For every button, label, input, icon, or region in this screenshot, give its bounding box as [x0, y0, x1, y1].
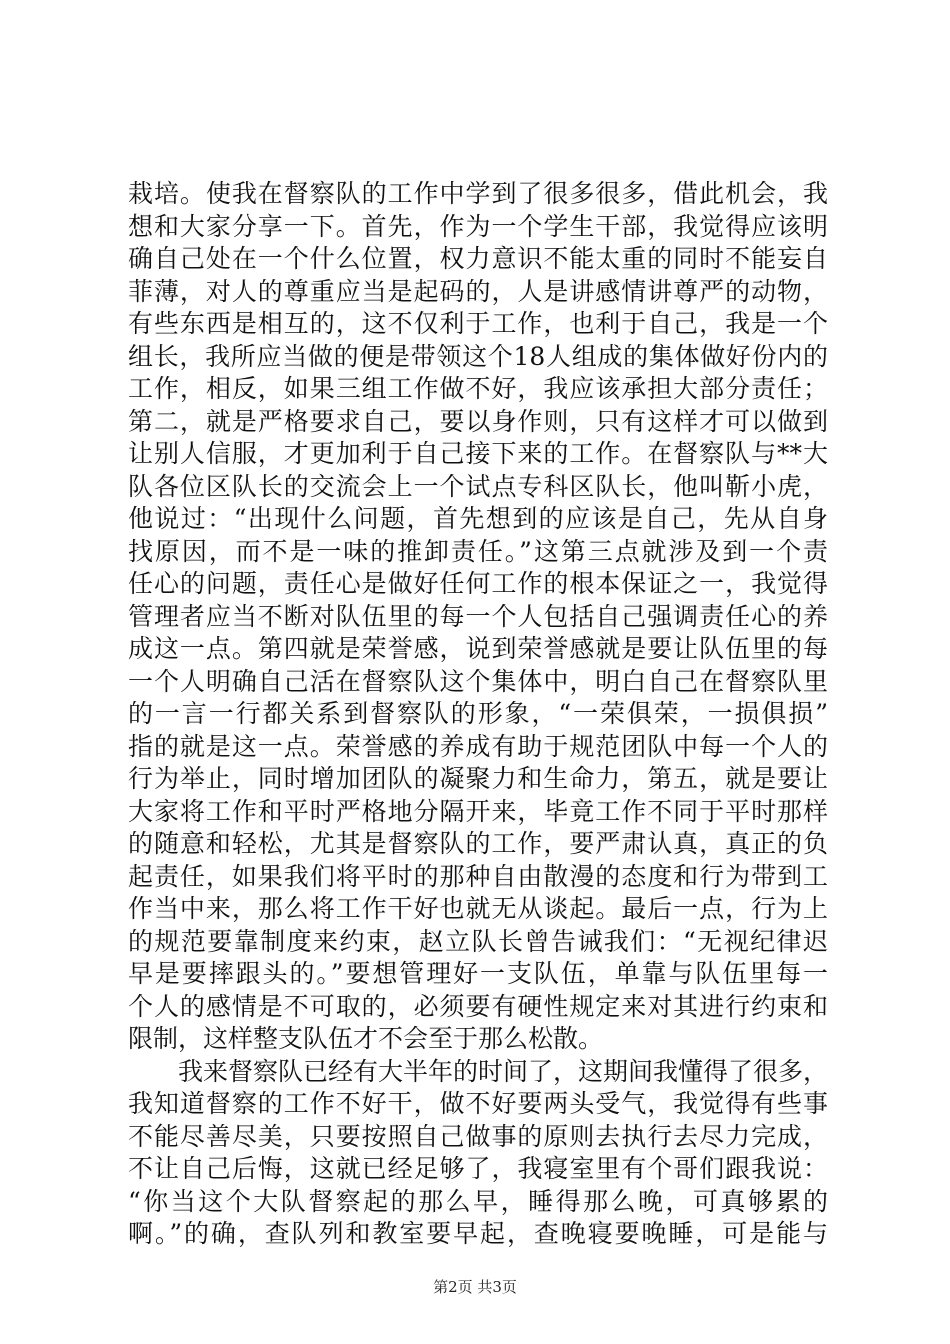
text-line: 成这一点。第四就是荣誉感，说到荣誉感就是要让队伍里的每 — [128, 634, 828, 663]
text-line: 确自己处在一个什么位置，权力意识不能太重的同时不能妄自 — [128, 244, 828, 273]
page-number-label: 第2页 共3页 — [433, 1278, 517, 1296]
text-line: 管理者应当不断对队伍里的每一个人包括自己强调责任心的养 — [128, 601, 828, 631]
text-line: 行为举止，同时增加团队的凝聚力和生命力，第五，就是要让 — [128, 764, 828, 793]
document-body — [128, 178, 828, 1251]
text-line: 工作，相反，如果三组工作做不好，我应该承担大部分责任； — [128, 374, 828, 403]
text-line: 菲薄，对人的尊重应当是起码的，人是讲感情讲尊严的动物， — [128, 276, 828, 306]
paragraph-start-line: 我来督察队已经有大半年的时间了，这期间我懂得了很多， — [178, 1056, 829, 1086]
text-line: 一个人明确自己活在督察队这个集体中，明白自己在督察队里 — [128, 666, 828, 696]
text-line: 啊。”的确，查队列和教室要早起，查晚寝要晚睡，可是能与 — [128, 1219, 828, 1248]
text-line: 找原因，而不是一味的推卸责任。”这第三点就涉及到一个责 — [128, 536, 828, 566]
text-line: 栽培。使我在督察队的工作中学到了很多很多，借此机会，我 — [128, 179, 828, 208]
text-line: “你当这个大队督察起的那么早，睡得那么晚，可真够累的 — [128, 1186, 828, 1216]
text-line: 他说过：“出现什么问题，首先想到的应该是自己，先从自身 — [128, 504, 828, 533]
text-line: 想和大家分享一下。首先，作为一个学生干部，我觉得应该明 — [128, 211, 828, 241]
text-line: 任心的问题，责任心是做好任何工作的根本保证之一，我觉得 — [128, 569, 828, 598]
text-line: 组长，我所应当做的便是带领这个18人组成的集体做好份内的 — [128, 341, 828, 371]
text-line: 指的就是这一点。荣誉感的养成有助于规范团队中每一个人的 — [128, 731, 828, 761]
text-line: 不能尽善尽美，只要按照自己做事的原则去执行去尽力完成， — [128, 1121, 828, 1151]
text-line: 第二，就是严格要求自己，要以身作则，只有这样才可以做到 — [128, 406, 828, 436]
text-line: 让别人信服，才更加利于自己接下来的工作。在督察队与**大 — [128, 439, 828, 468]
paragraph-end-line: 限制，这样整支队伍才不会至于那么松散。 — [128, 1024, 604, 1053]
text-line: 作当中来，那么将工作干好也就无从谈起。最后一点，行为上 — [128, 894, 828, 923]
text-line: 个人的感情是不可取的，必须要有硬性规定来对其进行约束和 — [128, 991, 828, 1021]
text-line: 早是要摔跟头的。”要想管理好一支队伍，单靠与队伍里每一 — [128, 959, 828, 988]
page-footer — [0, 1276, 950, 1297]
text-line: 的随意和轻松，尤其是督察队的工作，要严肃认真，真正的负 — [128, 829, 828, 858]
text-line: 有些东西是相互的，这不仅利于工作，也利于自己，我是一个 — [128, 309, 828, 338]
text-line: 我知道督察的工作不好干，做不好要两头受气，我觉得有些事 — [128, 1089, 828, 1118]
text-line: 大家将工作和平时严格地分隔开来，毕竟工作不同于平时那样 — [128, 796, 828, 826]
text-line: 的一言一行都关系到督察队的形象，“一荣俱荣，一损俱损” — [128, 699, 828, 728]
text-line: 不让自己后悔，这就已经足够了，我寝室里有个哥们跟我说： — [128, 1154, 828, 1183]
text-line: 起责任，如果我们将平时的那种自由散漫的态度和行为带到工 — [128, 861, 828, 891]
text-line: 队各位区队长的交流会上一个试点专科区队长，他叫靳小虎， — [128, 471, 828, 501]
text-line: 的规范要靠制度来约束，赵立队长曾告诫我们：“无视纪律迟 — [128, 926, 828, 956]
